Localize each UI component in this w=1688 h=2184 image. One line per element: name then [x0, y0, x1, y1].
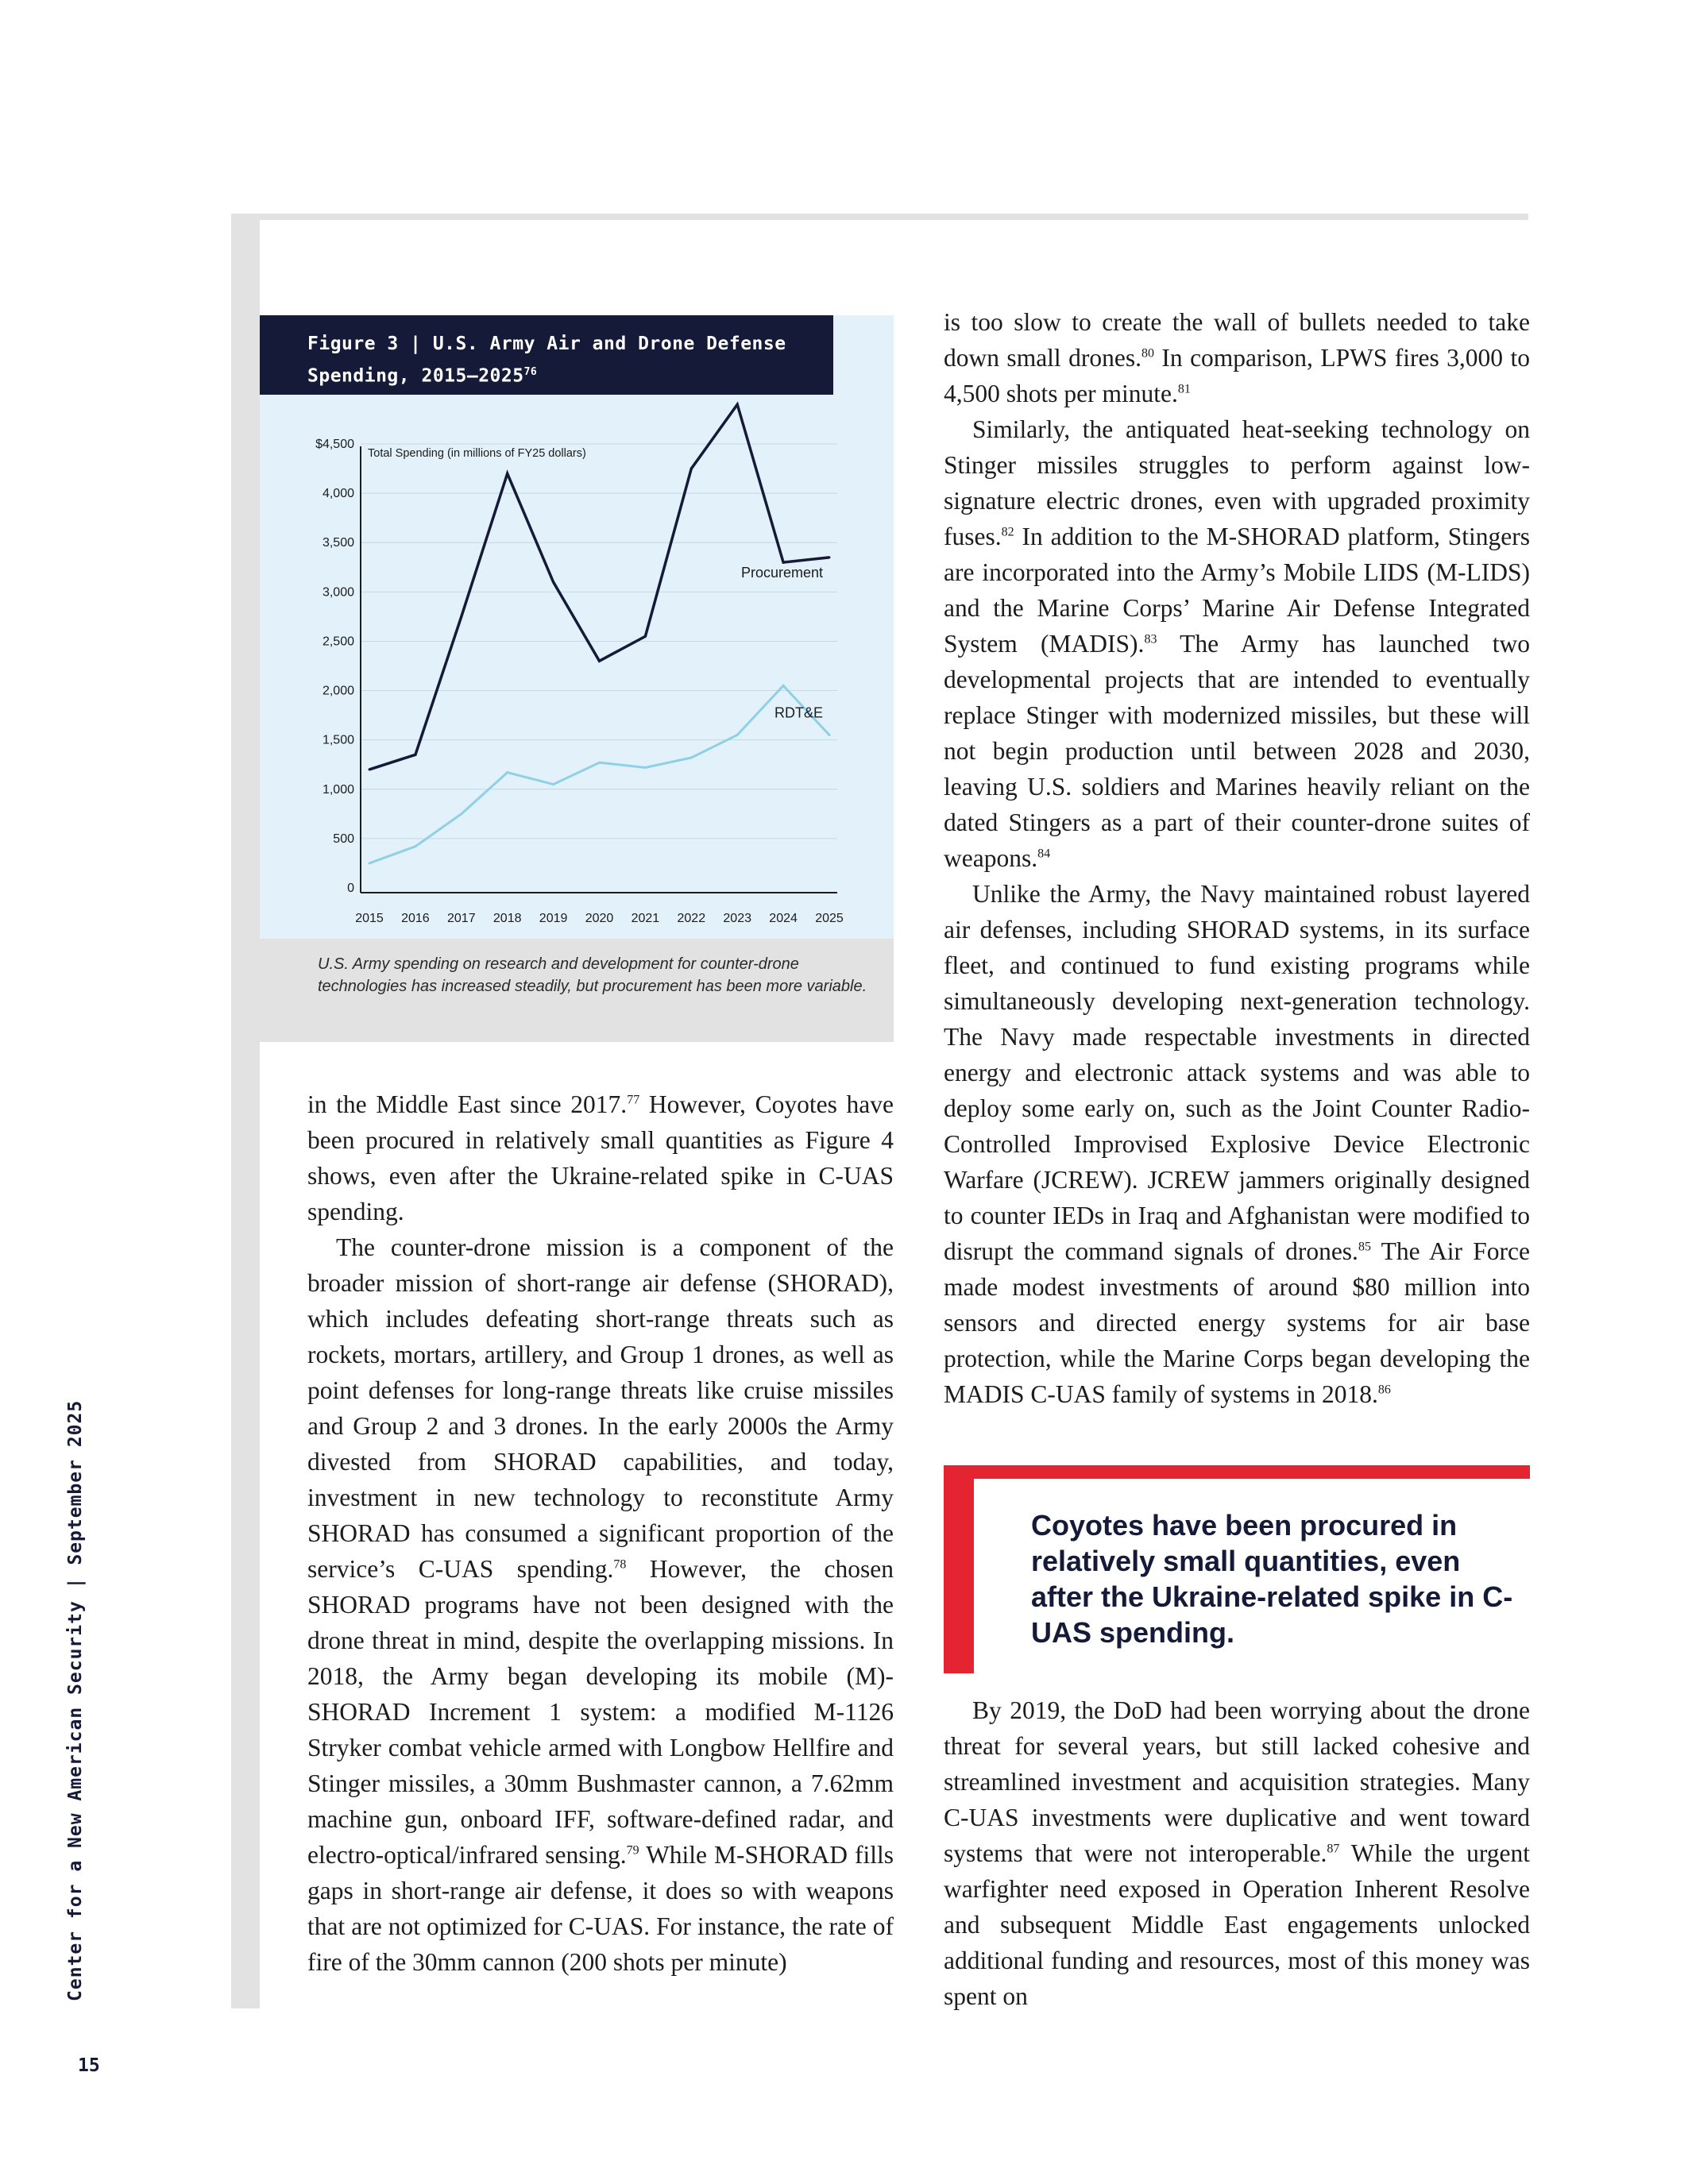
- chart-x-tick-labels: [355, 912, 844, 925]
- data-point: [598, 660, 601, 662]
- footnote-ref: 79: [626, 1843, 639, 1858]
- figure-title-text: Figure 3 | U.S. Army Air and Drone Defense Spending, 2015–2025: [307, 334, 786, 387]
- data-point: [414, 754, 416, 756]
- y-tick-label: 4,000: [322, 487, 354, 501]
- x-tick-label: 2015: [355, 912, 384, 925]
- data-point: [736, 403, 739, 406]
- x-tick-label: 2025: [815, 912, 844, 925]
- data-point: [782, 685, 785, 687]
- body-column-right-bottom: [944, 1692, 1530, 2014]
- footnote-ref: 81: [1177, 382, 1191, 396]
- paragraph-text: While the urgent warfighter need exposed in Operation Inherent Resolve and subsequent Middle East engagements unlocked additional funding and resources, most of this money was spent on: [944, 1839, 1530, 2010]
- data-point: [782, 561, 785, 564]
- data-point: [460, 812, 462, 815]
- y-tick-label: 0: [347, 882, 354, 895]
- data-point: [644, 766, 647, 769]
- body-column-right-top: [944, 304, 1530, 1412]
- footnote-ref: 84: [1037, 847, 1051, 861]
- y-tick-label: 2,500: [322, 635, 354, 649]
- footnote-ref: 78: [613, 1557, 627, 1572]
- y-tick-label: 3,500: [322, 536, 354, 550]
- paragraph: [944, 1692, 1530, 2014]
- body-column-left: [307, 1086, 894, 1980]
- paragraph-text: in the Middle East since 2017.: [307, 1090, 628, 1118]
- footnote-ref: 82: [1001, 525, 1014, 539]
- data-point: [369, 862, 371, 864]
- data-point: [552, 783, 554, 785]
- paragraph-text: However, Coyotes have been procured in relatively small quantities as Figure 4 shows, even after the Ukraine-related spike in C-UAS spending.: [307, 1090, 894, 1225]
- data-point: [829, 556, 831, 558]
- footnote-ref: 86: [1377, 1383, 1391, 1397]
- data-point: [552, 581, 554, 583]
- paragraph-text: By 2019, the DoD had been worrying about the drone threat for several years, but still lacked cohesive and streamlined investment and acquisition strategies. Many C-UAS investments were duplicative and went toward systems that were not interoperable.: [944, 1696, 1530, 1867]
- y-tick-label: 3,000: [322, 585, 354, 600]
- data-point: [598, 762, 601, 764]
- pull-quote: Coyotes have been procured in relatively small quantities, even after the Ukraine-related spike in C-UAS spending.: [1031, 1509, 1513, 1649]
- data-point: [460, 615, 462, 618]
- figure-title-footnote: 76: [523, 366, 538, 378]
- paragraph-text: However, the chosen SHORAD programs have not been designed with the drone threat in mind, despite the overlapping missions. In 2018, the Army began developing its mobile (M)-SHORAD Increment 1 system: a modified M-1126 Stryker combat vehicle armed with Longbow Hellfire and Stinger missiles, a 30mm Bushmaster cannon, a 7.62mm machine gun, onboard IFF, software-defined radar, and electro-optical/infrared sensing.: [307, 1555, 894, 1869]
- running-header: Center for a New American Security | September 2025: [65, 1399, 86, 2001]
- paragraph-text: The Army has launched two developmental projects that are intended to eventually replace Stinger with modernized missiles, but these will not begin production until between 2028 and 2030, leaving U.S. soldiers and Marines heavily reliant on the dated Stingers as a part of their counter-drone suites of weapons.: [944, 630, 1530, 872]
- x-tick-label: 2016: [401, 912, 430, 925]
- x-tick-label: 2019: [539, 912, 568, 925]
- left-margin-band: [231, 214, 260, 2008]
- x-tick-label: 2023: [723, 912, 751, 925]
- chart-series: [369, 403, 831, 865]
- page-number: 15: [78, 2055, 100, 2076]
- pull-quote-top-bar: [944, 1465, 1530, 1479]
- pull-quote-side-bar: [944, 1465, 974, 1673]
- paragraph-text: In addition to the M-SHORAD platform, Stingers are incorporated into the Army’s Mobile LIDS (M-LIDS) and the Marine Corps’ Marine Air Defense Integrated System (MADIS).: [944, 523, 1530, 658]
- figure-title-box: [260, 315, 833, 395]
- paragraph-text: The counter-drone mission is a component of the broader mission of short-range air defense (SHORAD), which includes defeating short-range threats such as rockets, mortars, artillery, and Group 1 drones, as well as point defenses for long-range threats like cruise missiles and Group 2 and 3 drones. In the early 2000s the Army divested from SHORAD capabilities, and today, investment in new technology to reconstitute Army SHORAD has consumed a significant proportion of the service’s C-UAS spending.: [307, 1233, 894, 1583]
- data-point: [414, 845, 416, 847]
- y-tick-label: 1,500: [322, 733, 354, 747]
- line-chart: [260, 395, 894, 939]
- paragraph-text: In comparison, LPWS fires 3,000 to 4,500 shots per minute.: [944, 344, 1530, 407]
- top-rule: [231, 214, 1528, 220]
- footnote-ref: 83: [1144, 632, 1157, 646]
- footnote-ref: 85: [1358, 1240, 1371, 1254]
- y-tick-label: 1,000: [322, 782, 354, 797]
- paragraph: [944, 304, 1530, 411]
- y-tick-label: 2,000: [322, 684, 354, 698]
- footnote-ref: 80: [1141, 346, 1154, 361]
- series-line: [369, 685, 829, 863]
- paragraph-text: is too slow to create the wall of bullets needed to take down small drones.: [944, 308, 1530, 372]
- footnote-ref: 77: [627, 1093, 640, 1107]
- figure-caption: U.S. Army spending on research and development for counter-drone technologies has increased steadily, but procurement has been more variable.: [318, 955, 867, 995]
- x-tick-label: 2021: [631, 912, 660, 925]
- y-tick-label: $4,500: [315, 438, 354, 451]
- data-point: [829, 734, 831, 736]
- paragraph: [307, 1229, 894, 1980]
- paragraph-text: Unlike the Army, the Navy maintained robust layered air defenses, including SHORAD systems, in its surface fleet, and continued to fund existing programs while simultaneously developing next-generation technology. The Navy made respectable investments in directed energy and electronic attack systems and was able to deploy some early on, such as the Joint Counter Radio-Controlled Improvised Explosive Device Electronic Warfare (JCREW). JCREW jammers originally designed to counter IEDs in Iraq and Afghanistan were modified to disrupt the command signals of drones.: [944, 880, 1530, 1265]
- data-point: [690, 468, 693, 470]
- paragraph-text: Similarly, the antiquated heat-seeking technology on Stinger missiles struggles to perform against low-signature electric drones, even with upgraded proximity fuses.: [944, 415, 1530, 550]
- data-point: [690, 757, 693, 759]
- x-tick-label: 2024: [769, 912, 798, 925]
- chart-y-axis-label: Total Spending (in millions of FY25 dollars): [368, 447, 586, 460]
- x-tick-label: 2017: [447, 912, 476, 925]
- x-tick-label: 2018: [492, 912, 522, 925]
- figure-title: [307, 330, 824, 391]
- data-point: [506, 771, 508, 774]
- x-tick-label: 2022: [677, 912, 706, 925]
- series-rdt-e: [369, 685, 831, 865]
- paragraph-text: While M-SHORAD fills gaps in short-range air defense, it does so with weapons that are not optimized for C-UAS. For instance, the rate of fire of the 30mm cannon (200 shots per minute): [307, 1841, 894, 1976]
- paragraph: [307, 1086, 894, 1229]
- series-label: Procurement: [740, 564, 823, 581]
- data-point: [736, 734, 739, 736]
- x-tick-label: 2020: [585, 912, 614, 925]
- data-point: [644, 635, 647, 638]
- data-point: [506, 473, 508, 475]
- chart-y-tick-labels: [315, 438, 354, 895]
- paragraph: [944, 411, 1530, 876]
- footnote-ref: 87: [1327, 1842, 1340, 1856]
- series-label: RDT&E: [774, 704, 823, 721]
- y-tick-label: 500: [333, 832, 354, 846]
- paragraph-text: The Air Force made modest investments of around $80 million into sensors and directed energy systems for air base protection, while the Marine Corps began developing the MADIS C-UAS family of systems in 2018.: [944, 1237, 1530, 1408]
- paragraph: [944, 876, 1530, 1412]
- data-point: [369, 768, 371, 770]
